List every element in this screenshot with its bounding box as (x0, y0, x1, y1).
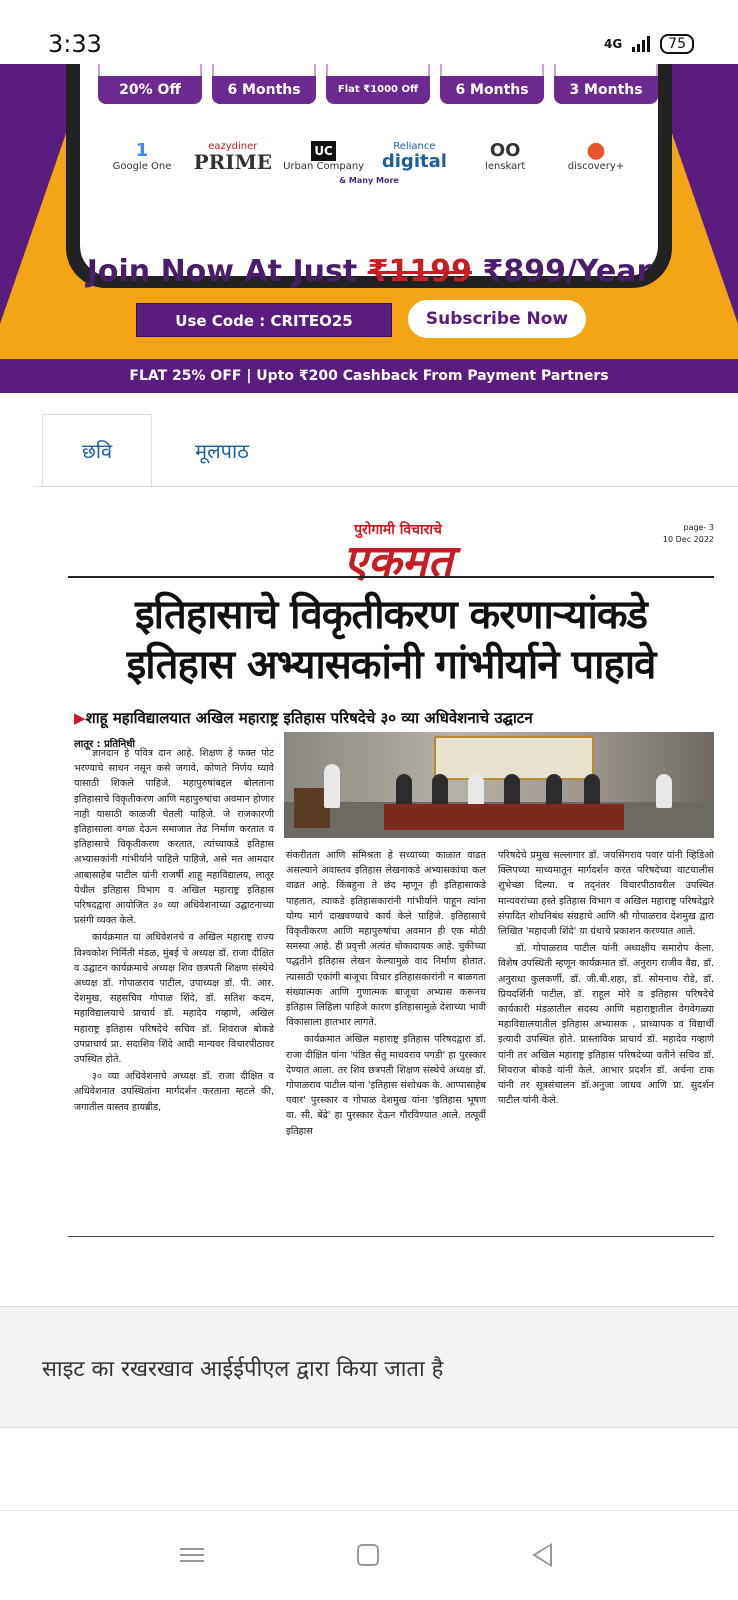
paragraph: संकरीतता आणि संमिश्रता हे सध्याच्या काळात वाढत असल्याने अवास्तव इतिहास लेखनाकडे अभ्यासकांचा कल वाढत आहे. किंबहुना ते छंद म्हणून ही इतिहासाकडे पाहतात, त्याकडे इतिहासकारांनी गांभीर्याने पाहून त्यांना योग्य मार्ग दाखवण्याचे कार्य केले पाहिजे. इतिहासाचे विकृतीकरण आणि महापुरुषांचा अवमान ही एक मोठी समस्या आहे. ही प्रवृत्ती अत्यंत धोकादायक आहे. चुकीच्या पद्धतीने इतिहास लेखन केल्यामुळे वाद निर्माण होतात. त्यासाठी एकांगी बाजूचा विचार इतिहासकारांनी न बाळगता संख्यात्मक आणि गुणात्मक बाजूचा अभ्यास करूनच इतिहास लिहिला पाहिजे कारण इतिहासामुळे देशाच्या भावी विकासाला हातभार लागते. (286, 850, 486, 1029)
bottom-rule (68, 1236, 714, 1237)
brand-name: Urban Company (283, 160, 365, 172)
article-column-3 (498, 848, 714, 1226)
photo-person (546, 774, 562, 808)
photo-person (468, 774, 484, 808)
tab-image[interactable]: छवि (42, 414, 152, 486)
photo-person (396, 774, 412, 808)
masthead-title: एकमत (343, 536, 453, 587)
ad-offer-tiles (98, 64, 658, 104)
photo-table (384, 804, 624, 830)
paragraph: परिषदेचे प्रमुख सल्लागार डॉ. जयसिंगराव पवार यांनी व्हिडिओ क्लिपच्या माध्यमातून मार्गदर्शन करत परिषदेच्या वाटचालीस शुभेच्छा दिल्या. व तद्नंतर विचारपीठावरील उपस्थित मान्यवरांच्या हस्ते इतिहास विभाग व अखिल महाराष्ट्र परिषदेद्वारे संपादित शोधनिबंध संग्रहाचे आणि श्री गोपाळराव देशमुख द्वारा लिखित 'महादजी शिंदे' या ग्रंथाचे प्रकाशन करण्यात आले. (498, 850, 714, 938)
page-number: page- 3 (683, 523, 714, 532)
page-date: 10 Dec 2022 (662, 535, 714, 544)
status-bar (0, 0, 738, 64)
photo-person (656, 774, 672, 808)
ad-subscribe-button[interactable]: Subscribe Now (408, 300, 586, 338)
masthead-tagline: पुरोगामी विचाराचे (354, 522, 442, 538)
ad-new-price: ₹899/Year (472, 254, 652, 289)
article-subhead (74, 708, 714, 728)
brand-name: lenskart (485, 160, 526, 172)
paragraph: कार्यक्रमात अखिल महाराष्ट्र इतिहास परिषदद्वारा डॉ. राजा दीक्षित यांना 'पंडित सेतु माधवराव पगडी' हा पुरस्कार देण्यात आला. तर शिव छत्रपती शिक्षण संस्थेचे अध्यक्ष डॉ. गोपाळराव पाटील यांना 'इतिहास संशोधक के. आप्पासाहेब पवार' पुरस्कार व गोपाळ देशमुख यांना 'इतिहास भूषण वा. सी. बेंद्रे' हा पुरस्कार देऊन गौरविण्यात आले. तत्पूर्वी इतिहास (286, 1034, 486, 1137)
newspaper-clipping (34, 496, 738, 1256)
article-byline: लातूर : प्रतिनिधी (74, 739, 135, 750)
headline-line-1: इतिहासाचे विकृतीकरण करणाऱ्यांकडे (135, 592, 647, 638)
photo-person (504, 774, 520, 808)
brand-name: discovery+ (567, 160, 625, 172)
article-column-2 (286, 848, 486, 1226)
brand-name: Google One (112, 160, 172, 172)
urban-company-logo-icon: UC (311, 141, 336, 161)
back-button[interactable] (522, 1539, 562, 1571)
ad-offer-tile (440, 64, 544, 104)
ad-many-more: & Many More (339, 176, 399, 185)
back-triangle-icon (532, 1543, 552, 1567)
ad-offer-label: 20% Off (98, 76, 202, 104)
ad-offer-label: Flat ₹1000 Off (326, 76, 430, 104)
photo-person (432, 774, 448, 808)
battery-icon: 75 (660, 34, 694, 54)
page-info (663, 522, 714, 546)
ad-offer-tile (212, 64, 316, 104)
triangle-right-icon: ▶ (74, 709, 86, 727)
photo-person (584, 774, 600, 808)
brand-name: eazydiner (208, 140, 258, 152)
menu-icon[interactable] (172, 1539, 212, 1571)
paragraph: ज्ञानदान हे पवित्र दान आहे. शिक्षण हे फक्त पोट भरण्याचे साधन नसून कसे जगावे, कोणते निर्णय घ्यावे यासाठी शिकले पाहिजे. महापुरुषांबद्दल बोलताना इतिहासाचे विकृतीकरण आणि महापुरुषांचा अवमान होणार नाही यासाठी काळजी घेतली पाहिजे. जे राजकारणी इतिहासाला वगळ देऊन समाजात तेढ निर्माण करतात व इतिहासाचे विकृतीकरण करतात, त्यांच्याकडे इतिहास अभ्यासकांनी गांभीर्याने पाहिले पाहिजे, असे मत आमदार आबासाहेब पाटील यांनी राजर्षी शाहू महाविद्यालय, लातूर येथील इतिहास विभाग व अखिल महाराष्ट्र इतिहास परिषदद्वारा आयोजित ३० व्या अधिवेशनाच्या उद्घाटनाच्या प्रसंगी व्यक्त केले. (74, 748, 274, 927)
lenskart-logo-icon: OO (489, 139, 521, 161)
ad-old-price: ₹1199 (367, 254, 472, 289)
top-rule (68, 576, 714, 578)
tab-text[interactable]: मूलपाठ (195, 438, 249, 463)
square-icon (357, 1544, 379, 1566)
paragraph: कार्यक्रमात या अधिवेशनचे व अखिल महाराष्ट्र राज्य विश्वकोश निर्मिती मंडळ, मुंबई चे अध्यक्ष डॉ. राजा दीक्षित व उद्घाटन कार्यक्रमाचे अध्यक्ष शिव छत्रपती शिक्षण संस्थेचे अध्यक्ष डॉ. गोपाळराव पाटील, उपाध्यक्ष डॉ. पी. आर. देशमुख, सहसचिव गोपाळ शिंदे, डॉ. सतिश कदम, महाविद्यालयाचे प्राचार्य डॉ. महादेव गव्हाणे, अखिल महाराष्ट्र इतिहास परिषदेचे सचिव डॉ. शिवराज बोकडे उपप्राचार्य प्रा. सदाशिव शिंदे आदी मान्यवर विचारपीठावर उपस्थित होते. (74, 932, 274, 1066)
article-column-1 (74, 746, 274, 1226)
headline-line-2: इतिहास अभ्यासकांनी गांभीर्याने पाहावे (126, 642, 656, 688)
ad-offer-tile (554, 64, 658, 104)
status-icons (604, 34, 694, 54)
signal-icon (632, 36, 650, 52)
tabs-divider (34, 486, 738, 487)
photo-person (324, 764, 340, 808)
navigation-bar (0, 1510, 738, 1600)
ad-offer-label: 3 Months (554, 76, 658, 104)
paragraph: डॉ. गोपाळराव पाटील यांनी अध्यक्षीय समारोप केला. विशेष उपस्थिती म्हणून कार्यक्रमात डॉ. अनुराग राजीव वैद्य, डॉ. अनुराधा कुलकर्णी, डॉ. जी.बी.शहा, डॉ. सोमनाथ रोडे, डॉ. प्रियदर्शिनी पाटील, डॉ. राहूल मोरे व इतिहास परिषदेचे कार्यकारी मंडळातील सदस्य आणि महाराष्ट्रातील वेगवेगळ्या महाविद्यालयातील इतिहास अभ्यासक , प्राध्यापक व विद्यार्थी इत्यादी उपस्थित होते. प्रास्ताविक प्राचार्य डॉ. महादेव गव्हाणे यांनी तर अखिल महाराष्ट्र इतिहास परिषदेच्या वतीने सचिव डॉ. शिवराज बोकडे यांनी केले. आभार प्रदर्शन डॉ. अर्चना टाक यांनी तर सूत्रसंचालन डॉ.अनुजा जाधव आणि प्रा. सुदर्शन पाटील यांनी केले. (498, 943, 714, 1107)
article-headline (68, 590, 714, 690)
ad-offer-label: 6 Months (212, 76, 316, 104)
home-button[interactable] (348, 1539, 388, 1571)
view-tabs (42, 414, 292, 486)
ad-offer-tile (326, 64, 430, 104)
ad-offer-tile (98, 64, 202, 104)
footer-text: साइट का रखरखाव आईईपीएल द्वारा किया जाता है (42, 1357, 444, 1382)
ad-join-text (0, 254, 738, 289)
site-footer (0, 1306, 738, 1428)
subhead-text: शाहू महाविद्यालयात अखिल महाराष्ट्र इतिहास परिषदेचे ३० व्या अधिवेशनाचे उद्घाटन (85, 709, 533, 727)
status-time: 3:33 (48, 30, 102, 58)
article-photo (284, 732, 714, 838)
discovery-logo-icon: ● (586, 137, 606, 163)
ad-promo-code: Use Code : CRITEO25 (136, 303, 392, 337)
network-icon: 4G (603, 37, 623, 51)
ad-join-prefix: Join Now At Just (86, 254, 368, 289)
brand-name: Reliance (393, 140, 436, 152)
eazydiner-prime-logo-icon: PRIME (193, 149, 272, 174)
ad-cashback-bar: FLAT 25% OFF | Upto ₹200 Cashback From Payment Partners (0, 359, 738, 393)
google-one-logo-icon: 1 (135, 139, 149, 161)
ad-phone-screen (80, 64, 658, 276)
paragraph: ३० व्या अधिवेशनाचे अध्यक्ष डॉ. राजा दीक्षित व अधिवेशनात उपस्थितांना मार्गदर्शन करताना म्हटले की, जगातील वास्तव हायब्रीड, (74, 1071, 274, 1113)
ad-banner[interactable] (0, 64, 738, 393)
reliance-digital-logo-icon: digital (381, 150, 447, 172)
ad-offer-label: 6 Months (440, 76, 544, 104)
